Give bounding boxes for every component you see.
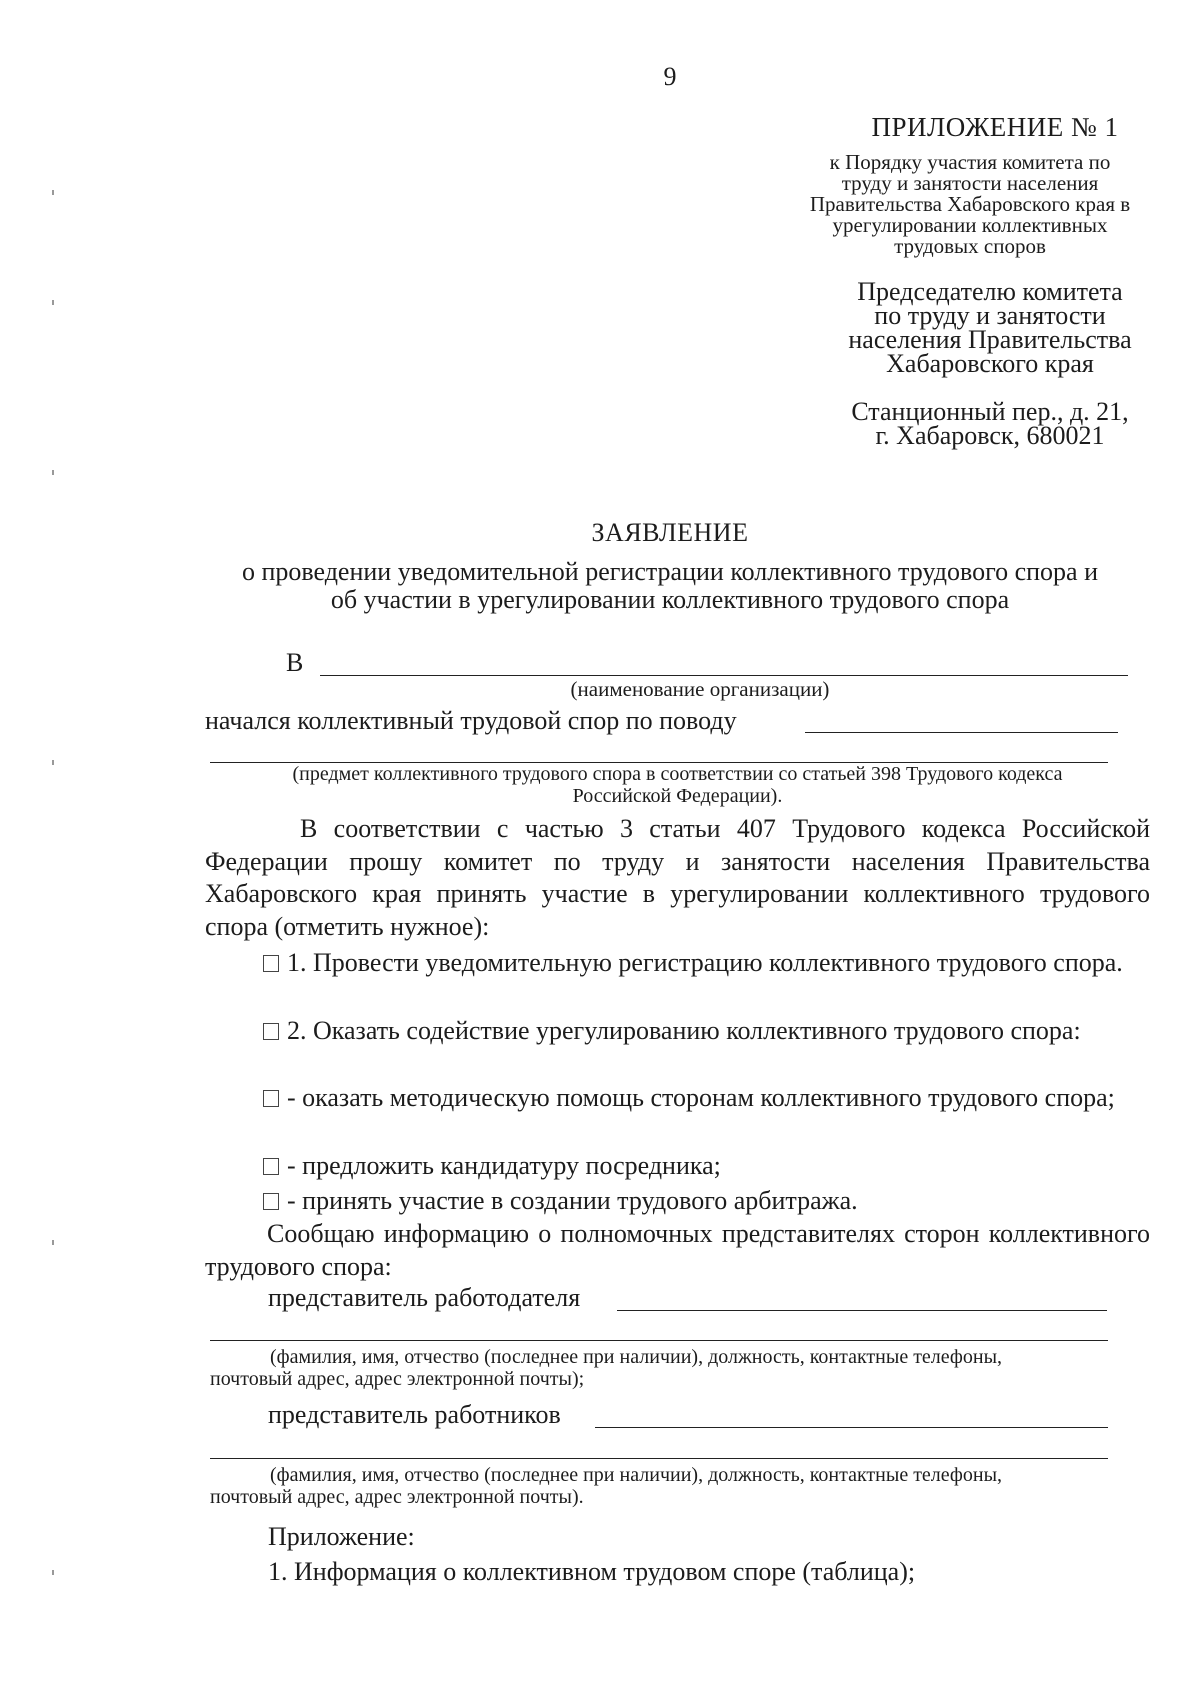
scan-mark <box>52 190 54 195</box>
employer-representative-caption-line: почтовый адрес, адрес электронной почты); <box>210 1368 585 1390</box>
checkbox[interactable] <box>263 1158 279 1175</box>
checkbox[interactable] <box>263 1193 279 1210</box>
dispute-subject-field[interactable] <box>805 732 1118 733</box>
dispute-started-label: начался коллективный трудовой спор по поводу <box>205 706 737 735</box>
scan-mark <box>52 470 54 475</box>
option-arbitration <box>263 1185 858 1217</box>
option-registration <box>205 947 1150 979</box>
option-assistance-text: 2. Оказать содействие урегулированию коллективного трудового спора: <box>287 1016 1081 1045</box>
addressee-line: Председателю комитета <box>857 277 1123 306</box>
organization-caption: (наименование организации) <box>570 677 830 701</box>
employer-representative-field[interactable] <box>617 1310 1107 1311</box>
dispute-subject-caption-line: Российской Федерации). <box>572 785 783 807</box>
request-paragraph <box>205 813 1150 943</box>
checkbox[interactable] <box>263 955 279 972</box>
document-subtitle <box>190 558 1150 614</box>
addressee-line: Хабаровского края <box>886 349 1094 378</box>
annex-subtitle <box>765 152 1175 257</box>
option-mediator <box>263 1150 721 1182</box>
employees-representative-caption-line: почтовый адрес, адрес электронной почты). <box>210 1486 584 1508</box>
appendix-item: 1. Информация о коллективном трудовом споре (таблица); <box>268 1557 916 1586</box>
employer-representative-caption-line: (фамилия, имя, отчество (последнее при наличии), должность, контактные телефоны, <box>270 1346 1003 1368</box>
employees-representative-caption <box>210 1464 1150 1508</box>
annex-subtitle-line: к Порядку участия комитета по <box>829 150 1111 174</box>
scan-mark <box>52 1240 54 1245</box>
addressee-line: по труду и занятости <box>874 301 1106 330</box>
organization-name-field[interactable] <box>320 675 1128 676</box>
request-paragraph-text: В соответствии с частью 3 статьи 407 Трудового кодекса Российской Федерации прошу комитет по труду и занятости населения Правительства Хабаровского края принять участие в урегулировании коллективного трудового спора (отметить нужное): <box>205 814 1150 941</box>
option-methodical-help-text: - оказать методическую помощь сторонам коллективного трудового спора; <box>287 1083 1115 1112</box>
dispute-subject-caption <box>205 763 1150 807</box>
document-subtitle-line: о проведении уведомительной регистрации коллективного трудового спора и <box>241 557 1099 586</box>
employees-representative-field[interactable] <box>595 1427 1108 1428</box>
page-number: 9 <box>663 62 677 91</box>
addressee-block <box>785 277 1195 378</box>
inform-paragraph-text: Сообщаю информацию о полномочных представителях сторон коллективного трудового спора: <box>205 1219 1150 1281</box>
addressee-line: населения Правительства <box>848 325 1132 354</box>
annex-title: ПРИЛОЖЕНИЕ № 1 <box>871 112 1119 142</box>
option-arbitration-text: - принять участие в создании трудового арбитража. <box>287 1186 858 1215</box>
annex-subtitle-line: Правительства Хабаровского края в <box>809 192 1131 216</box>
address-line: г. Хабаровск, 680021 <box>875 421 1105 450</box>
employer-representative-field-continued[interactable] <box>210 1340 1108 1341</box>
address-block <box>785 397 1195 450</box>
address-line: Станционный пер., д. 21, <box>851 397 1129 426</box>
employer-representative-label: представитель работодателя <box>268 1283 581 1312</box>
option-assistance <box>205 1015 1150 1047</box>
annex-subtitle-line: трудовых споров <box>894 234 1046 258</box>
employer-representative-caption <box>210 1346 1150 1390</box>
appendix-title: Приложение: <box>268 1522 415 1551</box>
option-registration-text: 1. Провести уведомительную регистрацию коллективного трудового спора. <box>287 948 1123 977</box>
option-mediator-text: - предложить кандидатуру посредника; <box>287 1151 721 1180</box>
scan-mark <box>52 300 54 305</box>
annex-subtitle-line: урегулировании коллективных <box>832 213 1108 237</box>
organization-prefix: В <box>286 648 304 677</box>
annex-subtitle-line: труду и занятости населения <box>841 171 1099 195</box>
scan-mark <box>52 760 54 765</box>
scan-mark <box>52 1570 54 1575</box>
document-title: ЗАЯВЛЕНИЕ <box>591 518 749 547</box>
employees-representative-field-continued[interactable] <box>210 1458 1108 1459</box>
option-methodical-help <box>205 1082 1150 1114</box>
checkbox[interactable] <box>263 1023 279 1040</box>
document-subtitle-line: об участии в урегулировании коллективного трудового спора <box>330 585 1010 614</box>
inform-paragraph <box>205 1218 1150 1283</box>
employees-representative-caption-line: (фамилия, имя, отчество (последнее при наличии), должность, контактные телефоны, <box>270 1464 1003 1486</box>
dispute-subject-caption-line: (предмет коллективного трудового спора в соответствии со статьей 398 Трудового кодекса <box>292 763 1063 785</box>
checkbox[interactable] <box>263 1090 279 1107</box>
employees-representative-label: представитель работников <box>268 1400 561 1429</box>
